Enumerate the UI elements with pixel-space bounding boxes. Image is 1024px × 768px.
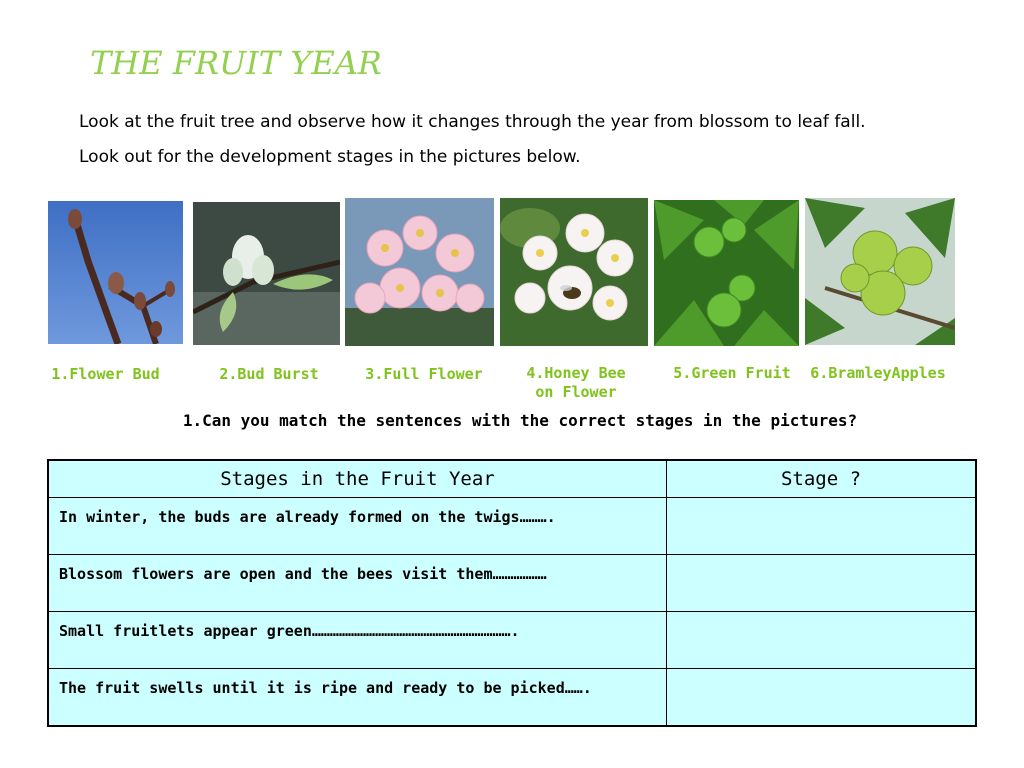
stages-table xyxy=(47,459,977,727)
sentence-cell: Blossom flowers are open and the bees visit them……………… xyxy=(48,555,667,612)
sentence-cell: Small fruitlets appear green…………………………………………………………. xyxy=(48,612,667,669)
answer-cell[interactable] xyxy=(667,612,977,669)
photo-bramley-apples xyxy=(805,198,955,345)
answer-cell[interactable] xyxy=(667,498,977,555)
caption-bramley-apples: 6.BramleyApples xyxy=(810,364,946,382)
table-row xyxy=(48,555,976,612)
caption-bud-burst: 2.Bud Burst xyxy=(219,365,319,383)
intro-line-2: Look out for the development stages in the pictures below. xyxy=(79,147,581,167)
page-title: THE FRUIT YEAR xyxy=(90,44,382,82)
photo-green-fruit xyxy=(654,200,799,346)
table-header-row xyxy=(48,460,976,498)
photo-honey-bee xyxy=(500,198,648,346)
sentence-cell: In winter, the buds are already formed on the twigs………. xyxy=(48,498,667,555)
sentence-cell: The fruit swells until it is ripe and ready to be picked……. xyxy=(48,669,667,726)
answer-cell[interactable] xyxy=(667,669,977,726)
table-row xyxy=(48,612,976,669)
caption-honey-bee xyxy=(510,364,642,402)
answer-cell[interactable] xyxy=(667,555,977,612)
matching-question: 1.Can you match the sentences with the correct stages in the pictures? xyxy=(182,411,858,430)
caption-green-fruit: 5.Green Fruit xyxy=(673,364,791,382)
header-stages: Stages in the Fruit Year xyxy=(48,460,667,498)
caption-flower-bud: 1.Flower Bud xyxy=(51,365,160,383)
intro-line-1: Look at the fruit tree and observe how it changes through the year from blossom to leaf fall. xyxy=(79,112,866,132)
table-row xyxy=(48,669,976,726)
photo-bud-burst xyxy=(193,202,340,345)
table-row xyxy=(48,498,976,555)
caption-honey-bee-line-2: on Flower xyxy=(535,383,617,401)
header-stage-answer: Stage ? xyxy=(667,460,977,498)
photo-full-flower xyxy=(345,198,494,346)
photo-flower-bud xyxy=(48,201,183,344)
caption-full-flower: 3.Full Flower xyxy=(365,365,483,383)
caption-honey-bee-line-1: 4.Honey Bee xyxy=(526,364,626,382)
